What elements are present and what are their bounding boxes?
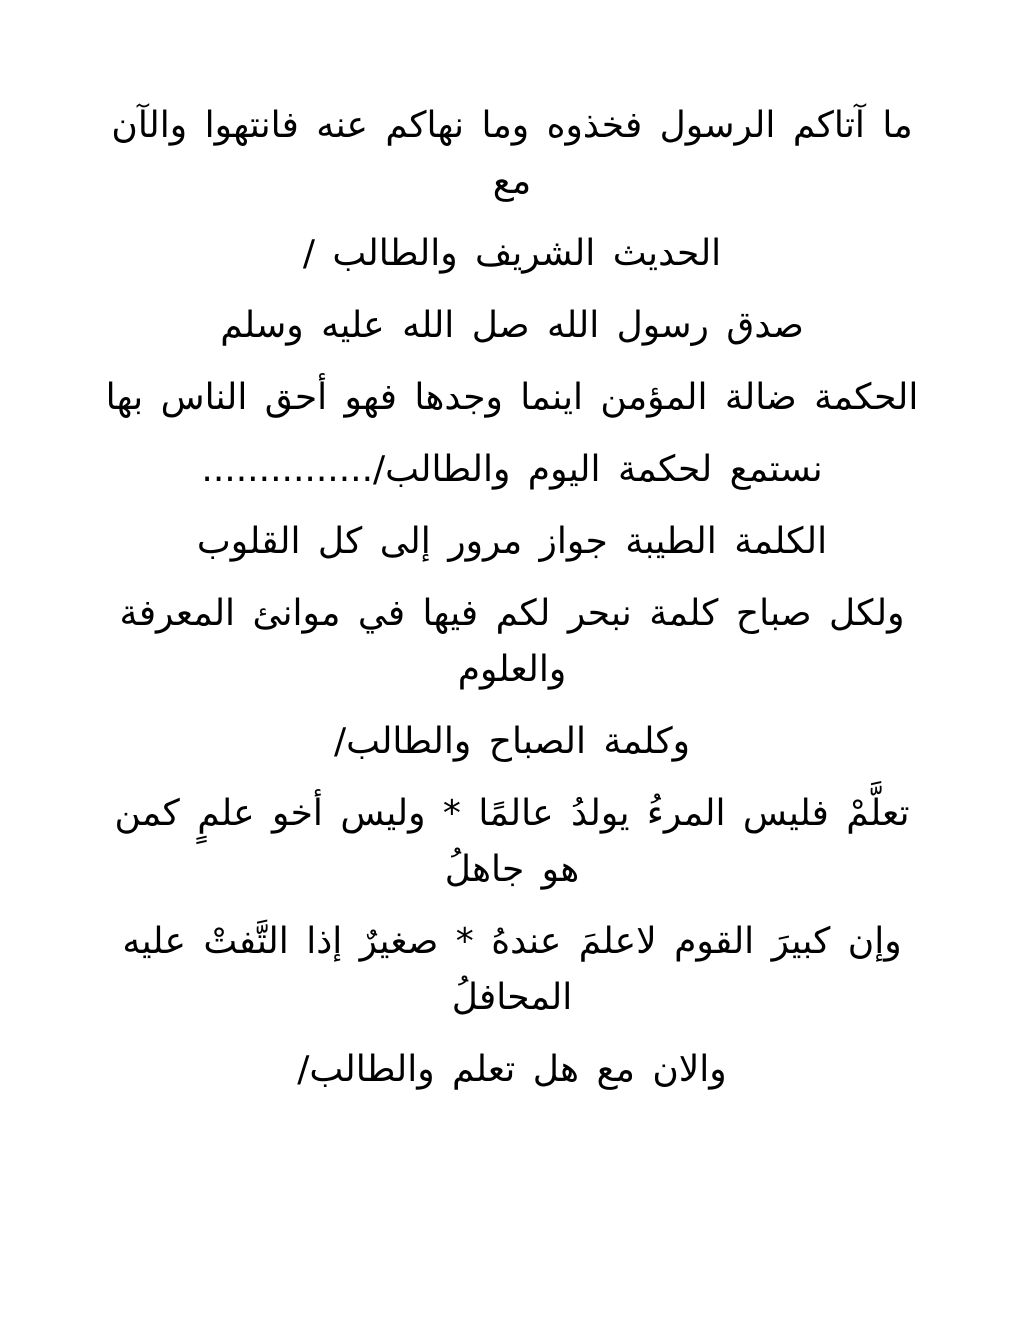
paragraph-morning-word-intro: وكلمة الصباح والطالب/ — [333, 721, 690, 762]
paragraph-wisdom-quote: الحكمة ضالة المؤمن اينما وجدها فهو أحق الناس بها — [105, 377, 919, 418]
paragraph-hadith-intro: الحديث الشريف والطالب / — [302, 233, 722, 274]
paragraph-poem-verse-1: تعلَّمْ فليس المرءُ يولدُ عالمًا * وليس أخو علمٍ كمن هو جاهلُ — [114, 793, 910, 890]
paragraph-poem-verse-2: وإن كبيرَ القوم لاعلمَ عندهُ * صغيرٌ إذا التَّفتْ عليه المحافلُ — [122, 921, 902, 1018]
paragraph-quran-verse: ما آتاكم الرسول فخذوه وما نهاكم عنه فانتهوا والآن مع — [111, 105, 913, 202]
paragraph-morning-word: ولكل صباح كلمة نبحر لكم فيها في موانئ المعرفة والعلوم — [119, 593, 905, 690]
paragraph-good-word: الكلمة الطيبة جواز مرور إلى كل القلوب — [196, 521, 828, 562]
paragraph-wisdom-intro: نستمع لحكمة اليوم والطالب/............... — [201, 449, 823, 490]
paragraph-did-you-know-intro: والان مع هل تعلم والطالب/ — [297, 1049, 727, 1090]
paragraph-hadith-closing: صدق رسول الله صل الله عليه وسلم — [220, 305, 804, 346]
